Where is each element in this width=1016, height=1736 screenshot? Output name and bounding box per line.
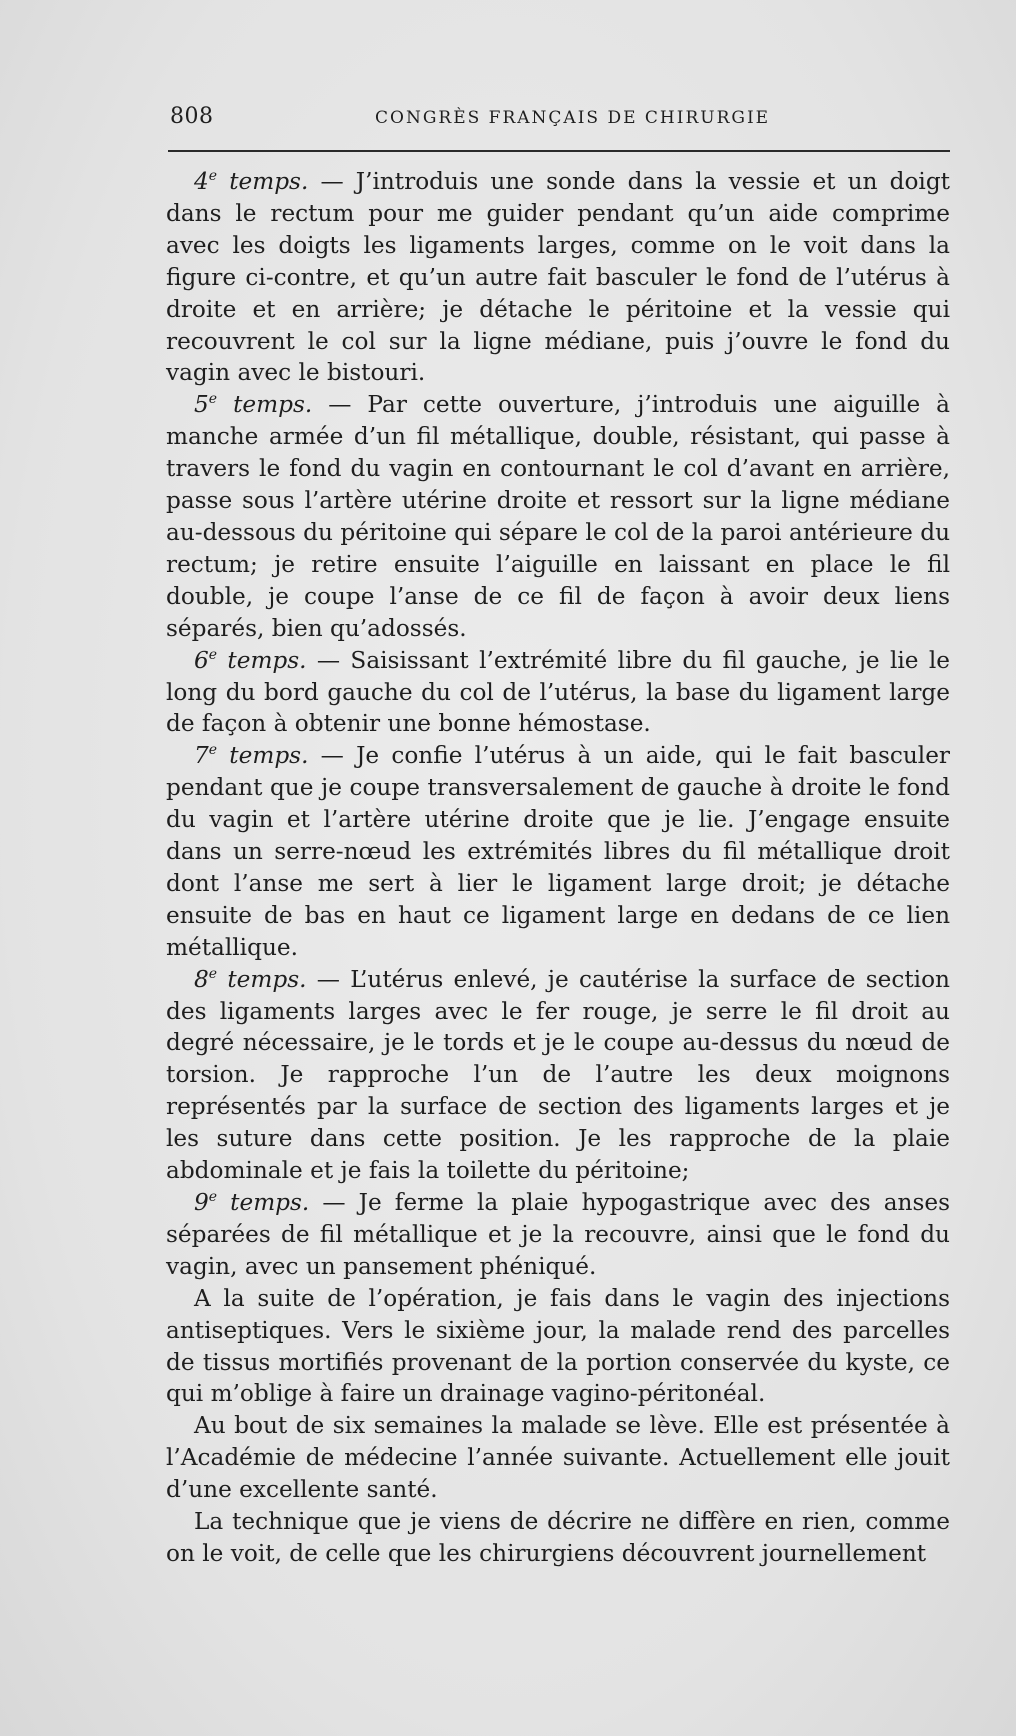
paragraph-text: — L’utérus enlevé, je cautérise la surface de section des ligaments larges avec le fer rouge, je serre le fil droit au degré nécessaire, je le tords et je le coupe au-dessus du nœud de torsion. Je rapproche l’un de l’autre les deux moignons représentés par la surface de section des ligaments larges et je les suture dans cette position. Je les rapproche de la plaie abdominale et je fais la toilette du péritoine;: [166, 965, 950, 1185]
header-rule: [168, 150, 950, 152]
paragraph-temps-5: [166, 389, 950, 644]
running-title: CONGRÈS FRANÇAIS DE CHIRURGIE: [375, 108, 771, 128]
paragraph-temps-6: [166, 645, 950, 741]
step-label: 8e temps.: [194, 965, 307, 993]
step-label: 6e temps.: [194, 646, 307, 674]
paragraph-text: — Je ferme la plaie hypogastrique avec des anses séparées de fil métallique et je la recouvre, ainsi que le fond du vagin, avec un pansement phéniqué.: [166, 1189, 950, 1280]
paragraph-text: — Par cette ouverture, j’introduis une aiguille à manche armée d’un fil métallique, double, résistant, qui passe à travers le fond du vagin en contournant le col d’avant en arrière, passe sous l’artère utérine droite et ressort sur la ligne médiane au-dessous du péritoine qui sépare le col de la paroi antérieure du rectum; je retire ensuite l’aiguille en laissant en place le fil double, je coupe l’anse de ce fil de façon à avoir deux liens séparés, bien qu’adossés.: [166, 391, 950, 642]
paragraph-temps-7: [166, 740, 950, 963]
paragraph-six-semaines: Au bout de six semaines la malade se lève. Elle est présentée à l’Académie de médecine l’année suivante. Actuellement elle jouit d’une excellente santé.: [166, 1412, 950, 1504]
paragraph-text: — Saisissant l’extrémité libre du fil gauche, je lie le long du bord gauche du col de l’utérus, la base du ligament large de façon à obtenir une bonne hémostase.: [166, 646, 950, 738]
step-label: 9e temps.: [194, 1189, 310, 1216]
step-label: 7e temps.: [194, 742, 309, 770]
paragraph-technique: La technique que je viens de décrire ne diffère en rien, comme on le voit, de celle que les chirurgiens découvrent journellement: [166, 1508, 950, 1567]
paragraph-suite-operation: A la suite de l’opération, je fais dans le vagin des injections antiseptiques. Vers le sixième jour, la malade rend des parcelles de tissus mortifiés provenant de la portion conservée du kyste, ce qui m’oblige à faire un drainage vagino-péritonéal.: [166, 1284, 950, 1408]
paragraph-temps-4: [166, 166, 950, 389]
step-label: 4e temps.: [194, 168, 309, 195]
page-header: [170, 104, 950, 138]
paragraph-text: — J’introduis une sonde dans la vessie et un doigt dans le rectum pour me guider pendant qu’un aide comprime avec les doigts les ligaments larges, comme on le voit dans la figure ci-contre, et qu’un autre fait basculer le fond de l’utérus à droite et en arrière; je détache le péritoine et la vessie qui recouvrent le col sur la ligne médiane, puis j’ouvre le fond du vagin avec le bistouri.: [166, 168, 950, 387]
body-text: [166, 166, 950, 1570]
paragraph-temps-8: [166, 964, 950, 1187]
page-number: 808: [170, 104, 214, 129]
paragraph-text: — Je confie l’utérus à un aide, qui le fait basculer pendant que je coupe transversalement de gauche à droite le fond du vagin et l’artère utérine droite que je lie. J’engage ensuite dans un serre-nœud les extrémités libres du fil métallique droit dont l’anse me sert à lier le ligament large droit; je détache ensuite de bas en haut ce ligament large en dedans de ce lien métallique.: [166, 742, 950, 961]
paragraph-temps-9: [166, 1187, 950, 1283]
step-label: 5e temps.: [194, 391, 313, 419]
